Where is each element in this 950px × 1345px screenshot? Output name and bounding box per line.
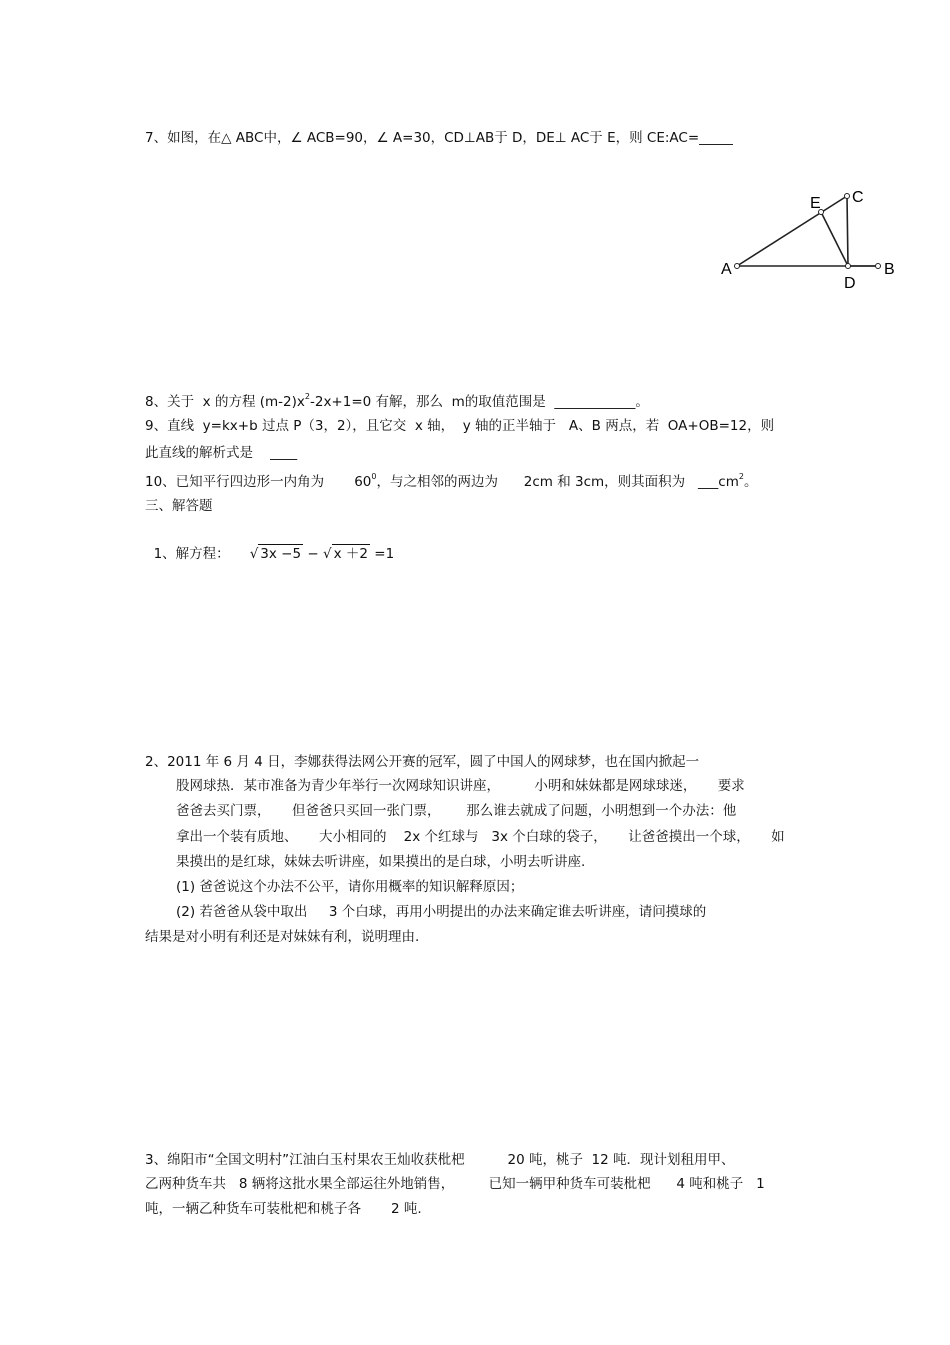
question-9-line-1: 9、直线 y=kx+b 过点 P（3，2），且它交 x 轴， y 轴的正半轴于 A、B 两点，若 OA+OB=12，则	[145, 418, 775, 434]
problem-2-line: 2、2011 年 6 月 4 日，李娜获得法网公开赛的冠军，圆了中国人的网球梦，也在国内掀起一	[145, 754, 700, 770]
problem-2-line: 股网球热．某市准备为青少年举行一次网球知识讲座， 小明和妹妹都是网球球迷， 要求	[176, 778, 745, 794]
question-9-line-2: 此直线的解析式是 ____	[145, 445, 298, 461]
problem-3-line: 吨，一辆乙种货车可装枇杷和桃子各 2 吨.	[145, 1201, 422, 1217]
problem-2-subquestion-2: (2) 若爸爸从袋中取出 3 个白球，再用小明提出的办法来确定谁去听讲座，请问摸球的	[176, 904, 707, 920]
problem-1: 1、解方程： √ 3x −5 − √ x ＋2 =1	[153, 546, 395, 562]
label-e: E	[810, 195, 821, 212]
problem-3-line: 乙两种货车共 8 辆将这批水果全部运往外地销售， 已知一辆甲种货车可装枇杷 4 吨和桃子 1	[145, 1176, 765, 1192]
problem-2-line: 拿出一个装有质地、 大小相同的 2x 个红球与 3x 个白球的袋子， 让爸爸摸出一个球， 如	[176, 829, 785, 845]
label-b: B	[884, 261, 895, 278]
problem-1-label: 1、解方程：	[153, 546, 230, 562]
problem-2-subquestion-1: (1) 爸爸说这个办法不公平，请你用概率的知识解释原因；	[176, 879, 524, 895]
problem-2-line: 爸爸去买门票， 但爸爸只买回一张门票， 那么谁去就成了问题，小明想到一个办法：他	[176, 803, 737, 819]
label-a: A	[721, 261, 732, 278]
sqrt-symbol-2: √	[322, 546, 332, 562]
triangle-figure	[715, 180, 915, 295]
label-c: C	[852, 189, 864, 206]
problem-3-line: 3、绵阳市“全国文明村”江油白玉村果农王灿收获枇杷 20 吨，桃子 12 吨．现计划租用甲、	[145, 1152, 735, 1168]
section-heading: 三、解答题	[145, 498, 213, 514]
problem-2-line: 结果是对小明有利还是对妹妹有利，说明理由.	[145, 929, 420, 945]
problem-2-line: 果摸出的是红球，妹妹去听讲座，如果摸出的是白球，小明去听讲座.	[176, 854, 586, 870]
question-8-text: 8、关于 x 的方程 $(m-2)x^2-2x+1=0$ 有解，那么 m的取值范围是 ____________。	[145, 392, 649, 410]
radicand-1: 3x −5	[260, 546, 302, 562]
sqrt-symbol-1: √	[249, 546, 259, 562]
radicand-2: x ＋2	[333, 546, 368, 562]
label-d: D	[844, 275, 856, 292]
question-7-text: 7、如图，在△ ABC中，∠ ACB=90，∠ A=30，CD⊥AB于 D，DE⊥ AC于 E，则 CE:AC=_____	[145, 130, 733, 146]
question-10-text: 10、已知平行四边形一内角为 $60^0$，与之相邻的两边为 2cm 和 3cm，则其面积为 $\_\_\_cm^2$。	[145, 472, 758, 490]
